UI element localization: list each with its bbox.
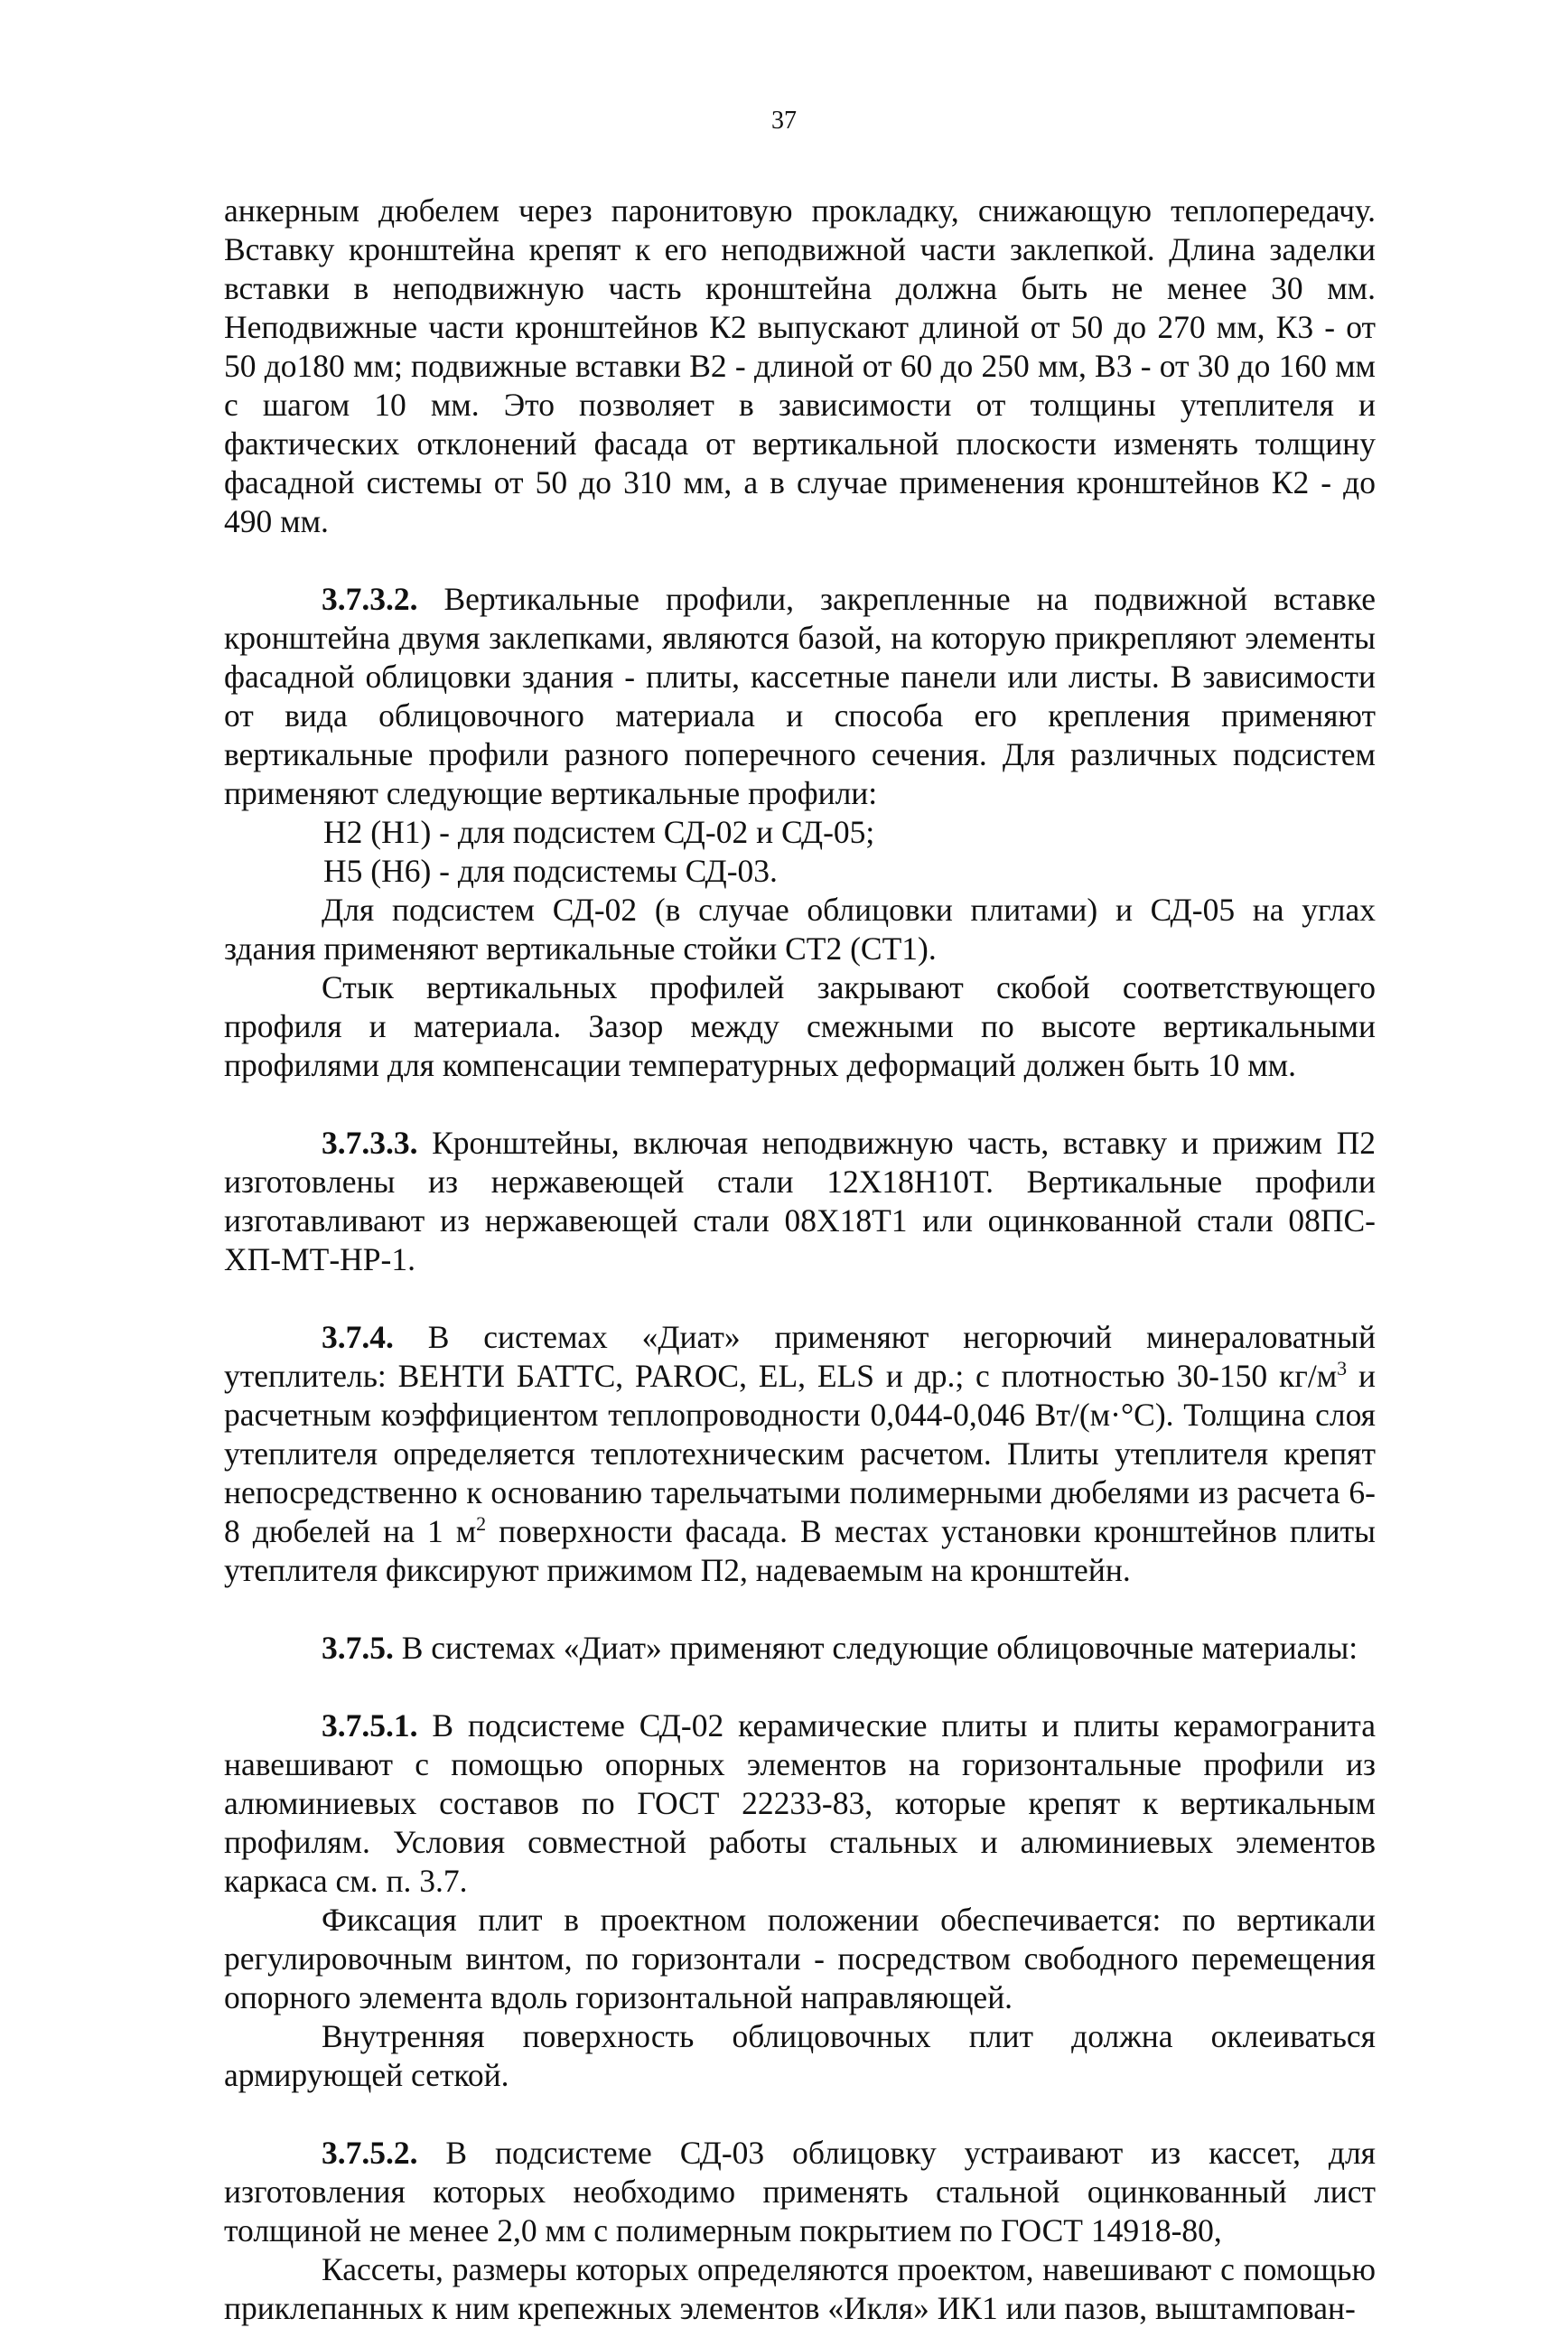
paragraph-profile-joint: Стык вертикальных профилей закрывают скобой соответствующего профиля и материала. Зазор между смежными по высоте вертикальными профилями для компенсации температурных деформаций должен быть 10 мм. — [224, 969, 1376, 1083]
section-text: В подсистеме СД-02 керамические плиты и плиты керамогранита навешивают с помощью опорных элементов на горизонтальные профили из алюминиевых составов по ГОСТ 22233-83, которые крепят к вертикальным профилям. Условия совместной работы стальных и алюминиевых элементов каркаса см. п. 3.7. — [224, 1707, 1376, 1899]
profile-list-item: Н2 (Н1) - для подсистем СД-02 и СД-05; — [323, 814, 875, 850]
section-3-7-3-2 — [224, 580, 1376, 813]
section-number: 3.7.3.3. — [322, 1125, 418, 1161]
section-number: 3.7.5.1. — [322, 1707, 418, 1744]
section-text: В системах «Диат» применяют негорючий минераловатный утеплитель: ВЕНТИ БАТТС, PAROC, EL, ELS и др.; с плотностью 30-150 кг/м — [224, 1319, 1376, 1394]
section-number: 3.7.4. — [322, 1319, 394, 1355]
paragraph-corner-posts: Для подсистем СД-02 (в случае облицовки плитами) и СД-05 на углах здания применяют вертикальные стойки СТ2 (СТ1). — [224, 892, 1376, 967]
section-text: Кронштейны, включая неподвижную часть, вставку и прижим П2 изготовлены из нержавеющей стали 12Х18Н10Т. Вертикальные профили изготавливают из нержавеющей стали 08Х18Т1 или оцинкованной стали 08ПС-ХП-МТ-НР-1. — [224, 1125, 1376, 1277]
section-text: В системах «Диат» применяют следующие облицовочные материалы: — [393, 1630, 1358, 1666]
paragraph-anchor-continuation: анкерным дюбелем через паронитовую прокладку, снижающую теплопередачу. Вставку кронштейна крепят к его неподвижной части заклепкой. Длина заделки вставки в неподвижную часть кронштейна должна быть не менее 30 мм. Неподвижные части кронштейнов К2 выпускают длиной от 50 до 270 мм, К3 - от 50 до180 мм; подвижные вставки В2 - длиной от 60 до 250 мм, В3 - от 30 до 160 мм с шагом 10 мм. Это позволяет в зависимости от толщины утеплителя и фактических отклонений фасада от вертикальной плоскости изменять толщину фасадной системы от 50 до 310 мм, а в случае применения кронштейнов К2 - до 490 мм. — [224, 192, 1376, 539]
superscript: 2 — [476, 1512, 487, 1536]
section-3-7-3-3 — [224, 1124, 1376, 1279]
section-3-7-5-2 — [224, 2134, 1376, 2250]
body-text — [224, 192, 1376, 2328]
section-3-7-5 — [224, 1629, 1376, 1668]
superscript: 3 — [1337, 1357, 1348, 1380]
section-number: 3.7.5. — [322, 1630, 394, 1666]
paragraph-cassettes: Кассеты, размеры которых определяются проектом, навешивают с помощью приклепанных к ним крепежных элементов «Икля» ИК1 или пазов, выштампован- — [224, 2251, 1376, 2326]
section-text: Вертикальные профили, закрепленные на подвижной вставке кронштейна двумя заклепками, являются базой, на которую прикрепляют элементы фасадной облицовки здания - плиты, кассетные панели или листы. В зависимости от вида облицовочного материала и способа его крепления применяют вертикальные профили разного поперечного сечения. Для различных подсистем применяют следующие вертикальные профили: — [224, 581, 1376, 811]
paragraph-inner-surface: Внутренняя поверхность облицовочных плит должна оклеиваться армирующей сеткой. — [224, 2018, 1376, 2093]
section-3-7-4 — [224, 1318, 1376, 1590]
section-3-7-5-1 — [224, 1706, 1376, 1901]
section-number: 3.7.5.2. — [322, 2135, 418, 2171]
section-number: 3.7.3.2. — [322, 581, 418, 617]
section-text: В подсистеме СД-03 облицовку устраивают из кассет, для изготовления которых необходимо применять стальной оцинкованный лист толщиной не менее 2,0 мм с полимерным покрытием по ГОСТ 14918-80, — [224, 2135, 1376, 2249]
section-text: поверхности фасада. В местах установки кронштейнов плиты утеплителя фиксируют прижимом П2, надеваемым на кронштейн. — [224, 1513, 1376, 1588]
paragraph-fixation: Фиксация плит в проектном положении обеспечивается: по вертикали регулировочным винтом, по горизонтали - посредством свободного перемещения опорного элемента вдоль горизонтальной направляющей. — [224, 1902, 1376, 2015]
page-number: 37 — [771, 107, 797, 135]
profile-list-item: Н5 (Н6) - для подсистемы СД-03. — [323, 853, 778, 889]
section-text: и расчетным коэффициентом теплопроводности 0,044-0,046 Вт/(м·°С). Толщина слоя утеплителя определяется теплотехническим расчетом. Плиты утеплителя крепят непосредственно к основанию тарельчатыми полимерными дюбелями из расчета 6-8 дюбелей на 1 м — [224, 1358, 1376, 1549]
